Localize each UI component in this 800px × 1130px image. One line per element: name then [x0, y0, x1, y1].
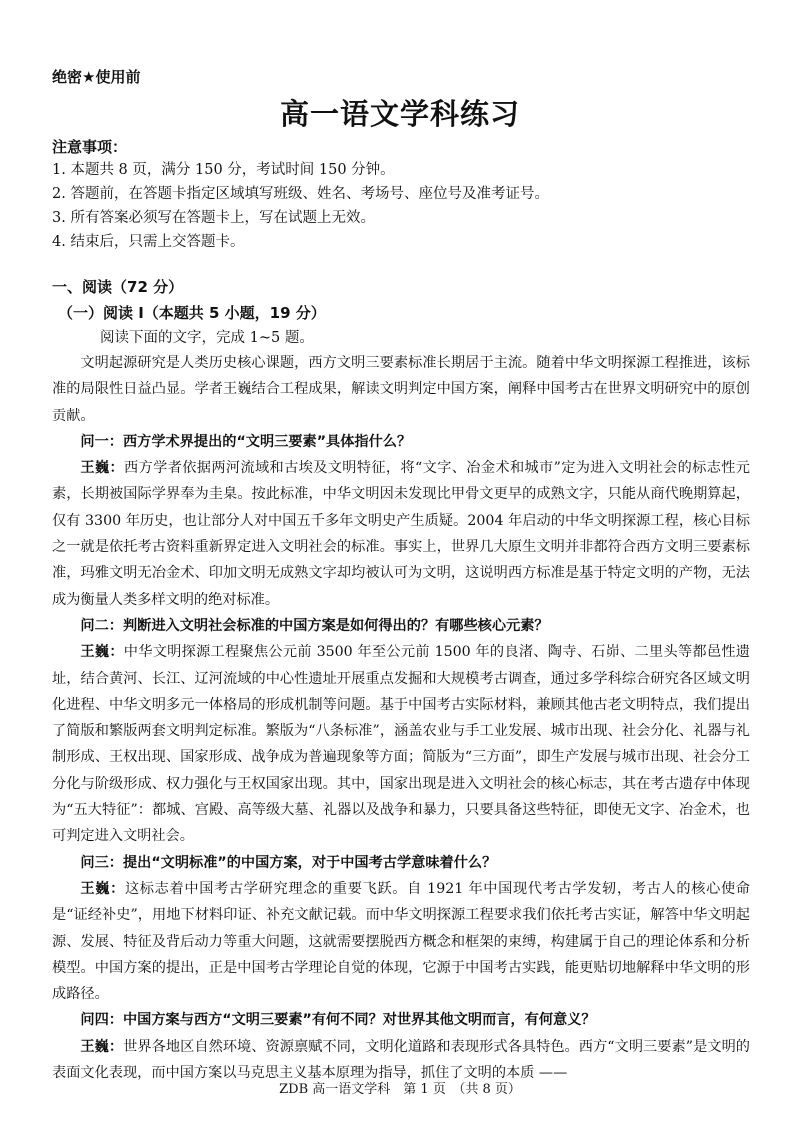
page-title: 高一语文学科练习	[279, 97, 520, 131]
notes-heading: 注意事项：	[52, 138, 128, 156]
speaker-label: 王巍：	[80, 1038, 124, 1055]
answer-4: 王巍：世界各地区自然环境、资源禀赋不同，文明化道路和表现形式各具特色。西方“文明三要素”是文明的表面文化表现，而中国方案以马克思主义基本原理为指导，抓住了文明的本质 ——	[52, 1038, 750, 1082]
notes-list	[52, 158, 752, 254]
note-item: 1. 本题共 8 页，满分 150 分，考试时间 150 分钟。	[52, 162, 395, 178]
question-1: 问一：西方学术界提出的“文明三要素”具体指什么？	[80, 433, 412, 450]
page-footer: ZDB 高一语文学科 第 1 页 （共 8 页）	[279, 1082, 521, 1097]
passage-body	[52, 350, 750, 1086]
note-item: 4. 结束后，只需上交答题卡。	[52, 234, 245, 250]
confidential-mark: 绝密★使用前	[52, 68, 141, 86]
answer-3: 王巍：这标志着中国考古学研究理念的重要飞跃。自 1921 年中国现代考古学发轫，考古人的核心使命是“证经补史”，用地下材料印证、补充文献记载。而中华文明探源工程要求我们依托考古实证，解答中华文明起源、发展、特征及背后动力等重大问题，这就需要摆脱西方概念和框架的束缚，构建属于自己的理论体系和分析模型。中国方案的提出，正是中国考古学理论自觉的体现，它源于中国考古实践，能更贴切地解释中华文明的形成路径。	[52, 880, 750, 1003]
reading-instruction: 阅读下面的文字，完成 1~5 题。	[100, 330, 314, 346]
question-3: 问三：提出“文明标准”的中国方案，对于中国考古学意味着什么？	[80, 854, 497, 871]
section-heading: 一、阅读（72 分）	[52, 278, 184, 296]
question-4: 问四：中国方案与西方“文明三要素”有何不同？对世界其他文明而言，有何意义？	[80, 1012, 596, 1029]
speaker-label: 王巍：	[80, 644, 124, 661]
question-2: 问二：判断进入文明社会标准的中国方案是如何得出的？有哪些核心元素？	[80, 617, 549, 634]
note-item: 3. 所有答案必须写在答题卡上，写在试题上无效。	[52, 210, 375, 226]
speaker-label: 王巍：	[80, 880, 125, 897]
answer-2: 王巍：中华文明探源工程聚焦公元前 3500 年至公元前 1500 年的良渚、陶寺、石峁、二里头等都邑性遗址，结合黄河、长江、辽河流域的中心性遗址开展重点发掘和大规模考古调查，通过多学科综合研究各区域文明化进程、中华文明多元一体格局的形成机制等问题。基于中国考古实际材料，兼顾其他古老文明特点，我们提出了简版和繁版两套文明判定标准。繁版为“八条标准”，涵盖农业与手工业发展、城市出现、社会分化、礼器与礼制形成、王权出现、国家形成、战争成为普遍现象等方面；简版为“三方面”，即生产发展与城市出现、社会分工分化与阶级形成、权力强化与王权国家出现。其中，国家出现是进入文明社会的核心标志，其在考古遗存中体现为“五大特征”：都城、宫殿、高等级大墓、礼器以及战争和暴力，只要具备这些特征，即使无文字、冶金术，也可判定进入文明社会。	[52, 644, 750, 845]
subsection-heading: （一）阅读 I（本题共 5 小题，19 分）	[58, 304, 326, 322]
answer-1: 王巍：西方学者依据两河流域和古埃及文明特征，将“文字、冶金术和城市”定为进入文明社会的标志性元素，长期被国际学界奉为圭臬。按此标准，中华文明因未发现比甲骨文更早的成熟文字，只能从商代晚期算起，仅有 3300 年历史，也让部分人对中国五千多年文明史产生质疑。2004 年启动的中华文明探源工程，核心目标之一就是依托考古资料重新界定进入文明社会的标准。事实上，世界几大原生文明并非都符合西方文明三要素标准，玛雅文明无冶金术、印加文明无成熟文字却均被认可为文明，这说明西方标准是基于特定文明的产物，无法成为衡量人类多样文明的绝对标准。	[52, 460, 750, 608]
speaker-label: 王巍：	[80, 460, 125, 477]
passage-intro: 文明起源研究是人类历史核心课题，西方文明三要素标准长期居于主流。随着中华文明探源工程推进，该标准的局限性日益凸显。学者王巍结合工程成果，解读文明判定中国方案，阐释中国考古在世界文明研究中的原创贡献。	[52, 355, 750, 424]
note-item: 2. 答题前，在答题卡指定区域填写班级、姓名、考场号、座位号及准考证号。	[52, 186, 549, 202]
